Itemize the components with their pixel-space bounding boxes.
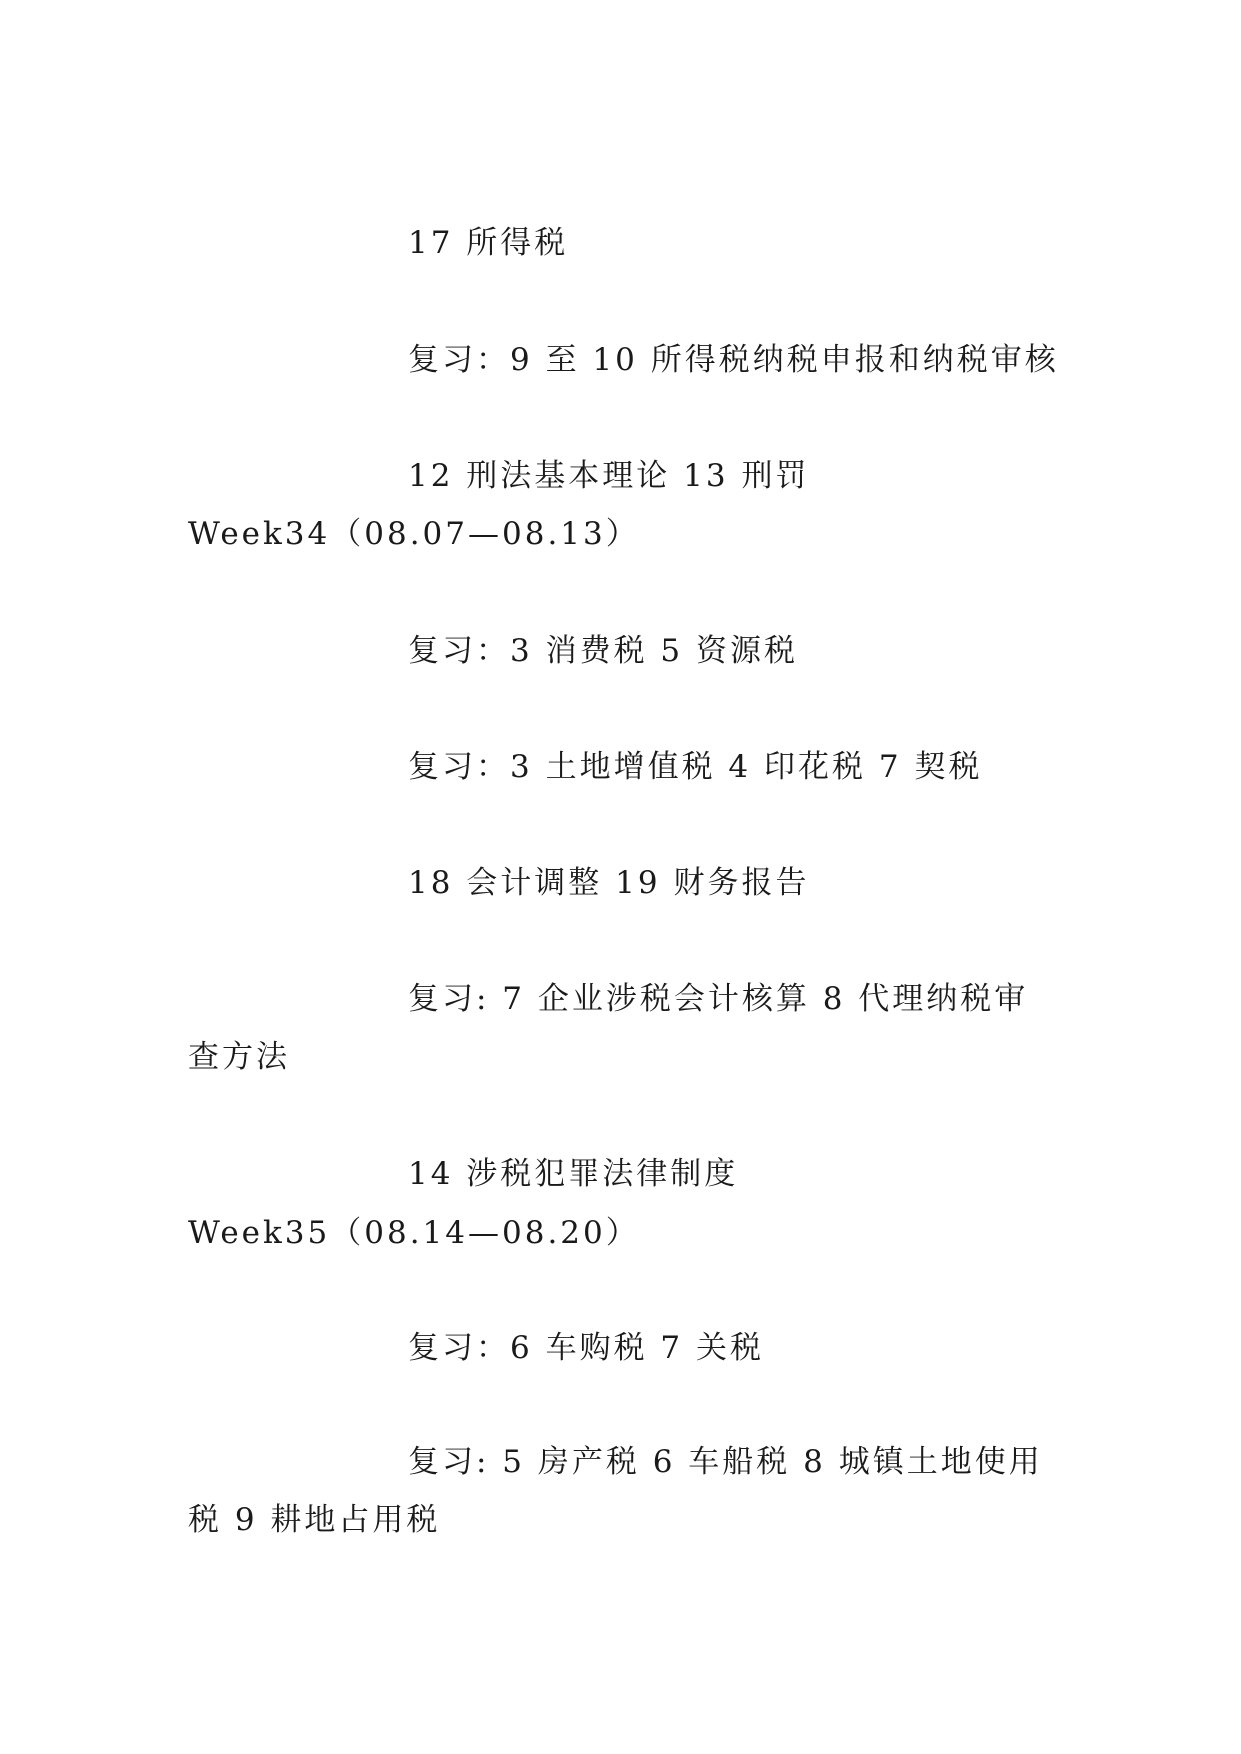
study-item: 12 刑法基本理论 13 刑罚 bbox=[408, 458, 810, 494]
study-item: 14 涉税犯罪法律制度 bbox=[408, 1156, 739, 1192]
week-heading: Week35（08.14—08.20） bbox=[188, 1215, 640, 1251]
review-item: 复习: 5 房产税 6 车船税 8 城镇土地使用税 9 耕地占用税 bbox=[188, 1444, 1043, 1538]
review-item: 复习：6 车购税 7 关税 bbox=[408, 1330, 765, 1366]
review-item: 复习：9 至 10 所得税纳税申报和纳税审核 bbox=[408, 342, 1059, 378]
study-item: 17 所得税 bbox=[408, 225, 569, 261]
review-item: 复习：3 消费税 5 资源税 bbox=[408, 633, 799, 669]
week-heading: Week34（08.07—08.13） bbox=[188, 516, 640, 552]
study-item: 18 会计调整 19 财务报告 bbox=[408, 865, 810, 901]
review-item: 复习：3 土地增值税 4 印花税 7 契税 bbox=[408, 749, 983, 785]
review-item: 复习: 7 企业涉税会计核算 8 代理纳税审查方法 bbox=[188, 981, 1029, 1075]
